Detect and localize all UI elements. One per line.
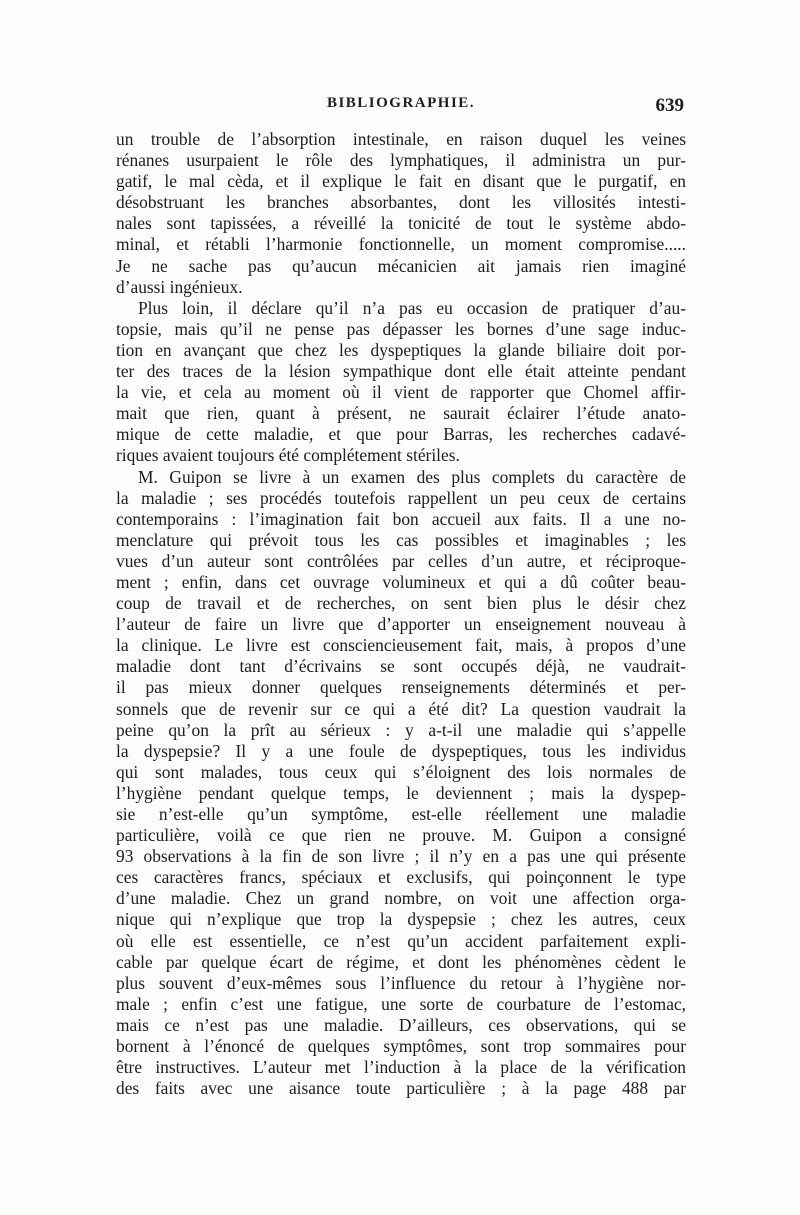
text-line: la maladie ; ses procédés toutefois rappellent un peu ceux de certains xyxy=(116,487,686,508)
text-line: mique de cette maladie, et que pour Barras, les recherches cadavé- xyxy=(116,424,686,445)
text-line: plus souvent d’eux-mêmes sous l’influence du retour à l’hygiène nor- xyxy=(116,972,686,993)
text-line: où elle est essentielle, ce n’est qu’un accident parfaitement expli- xyxy=(116,930,686,951)
text-line: riques avaient toujours été complétement stériles. xyxy=(116,445,460,466)
text-line: ment ; enfin, dans cet ouvrage volumineux et qui a dû coûter beau- xyxy=(116,571,686,592)
text-line: la vie, et cela au moment où il vient de rapporter que Chomel affir- xyxy=(116,382,686,403)
text-line: cable par quelque écart de régime, et dont les phénomènes cèdent le xyxy=(116,951,686,972)
text-line: rénanes usurpaient le rôle des lymphatiques, il administra un pur- xyxy=(116,150,686,171)
text-line: des faits avec une aisance toute particulière ; à la page 488 par xyxy=(116,1078,686,1099)
text-line: maladie dont tant d’écrivains se sont occupés déjà, ne vaudrait- xyxy=(116,656,686,677)
text-line: l’hygiène pendant quelque temps, le deviennent ; mais la dyspep- xyxy=(116,782,686,803)
text-line: particulière, voilà ce que rien ne prouve. M. Guipon a consigné xyxy=(116,825,686,846)
text-line: bornent à l’énoncé de quelques symptômes, sont trop sommaires pour xyxy=(116,1036,686,1057)
text-line: Je ne sache pas qu’aucun mécanicien ait jamais rien imaginé xyxy=(116,255,686,276)
text-line: tion en avançant que chez les dyspeptiques la glande biliaire doit por- xyxy=(116,339,686,360)
text-line: la clinique. Le livre est consciencieusement fait, mais, à propos d’une xyxy=(116,635,686,656)
text-line: minal, et rétabli l’harmonie fonctionnelle, un moment compromise..... xyxy=(116,234,686,255)
text-line: ter des traces de la lésion sympathique dont elle était atteinte pendant xyxy=(116,361,686,382)
text-line: contemporains : l’imagination fait bon accueil aux faits. Il a une no- xyxy=(116,508,686,529)
text-line: Plus loin, il déclare qu’il n’a pas eu occasion de pratiquer d’au- xyxy=(138,297,686,318)
text-line: menclature qui prévoit tous les cas possibles et imaginables ; les xyxy=(116,529,686,550)
text-line: M. Guipon se livre à un examen des plus complets du caractère de xyxy=(138,466,686,487)
text-line: d’une maladie. Chez un grand nombre, on voit une affection orga- xyxy=(116,888,686,909)
text-line: vues d’un auteur sont contrôlées par celles d’un autre, et réciproque- xyxy=(116,550,686,571)
text-line: ces caractères francs, spéciaux et exclusifs, qui poinçonnent le type xyxy=(116,867,686,888)
body-text xyxy=(116,129,686,1099)
text-line: coup de travail et de recherches, on sent bien plus le désir chez xyxy=(116,593,686,614)
text-line: nique qui n’explique que trop la dyspepsie ; chez les autres, ceux xyxy=(116,909,686,930)
text-line: mait que rien, quant à présent, ne saurait éclairer l’étude anato- xyxy=(116,403,686,424)
text-line: un trouble de l’absorption intestinale, en raison duquel les veines xyxy=(116,129,686,149)
text-line: d’aussi ingénieux. xyxy=(116,276,243,297)
text-line: il pas mieux donner quelques renseignements déterminés et per- xyxy=(116,677,686,698)
text-line: sie n’est-elle qu’un symptôme, est-elle réellement une maladie xyxy=(116,804,686,824)
running-head xyxy=(118,95,684,121)
text-line: 93 observations à la fin de son livre ; il n’y en a pas une qui présente xyxy=(116,846,686,867)
page-number: 639 xyxy=(655,95,684,116)
running-title: BIBLIOGRAPHIE. xyxy=(326,95,476,111)
text-line: peine qu’on la prît au sérieux : y a-t-il une maladie qui s’appelle xyxy=(116,719,686,740)
text-line: désobstruant les branches absorbantes, dont les villosités intesti- xyxy=(116,192,686,213)
text-line: gatif, le mal cèda, et il explique le fait en disant que le purgatif, en xyxy=(116,171,686,192)
text-line: male ; enfin c’est une fatigue, une sorte de courbature de l’estomac, xyxy=(116,993,686,1014)
text-line: qui sont malades, tous ceux qui s’éloignent des lois normales de xyxy=(116,761,686,782)
text-line: mais ce n’est pas une maladie. D’ailleurs, ces observations, qui se xyxy=(116,1014,686,1035)
text-line: l’auteur de faire un livre que d’apporter un enseignement nouveau à xyxy=(116,614,686,635)
text-line: la dyspepsie? Il y a une foule de dyspeptiques, tous les individus xyxy=(116,740,686,761)
text-line: être instructives. L’auteur met l’induction à la place de la vérification xyxy=(116,1057,686,1078)
text-line: topsie, mais qu’il ne pense pas dépasser les bornes d’une sage induc- xyxy=(116,318,686,339)
text-line: sonnels que de revenir sur ce qui a été dit? La question vaudrait la xyxy=(116,698,686,719)
text-line: nales sont tapissées, a réveillé la tonicité de tout le système abdo- xyxy=(116,213,686,234)
